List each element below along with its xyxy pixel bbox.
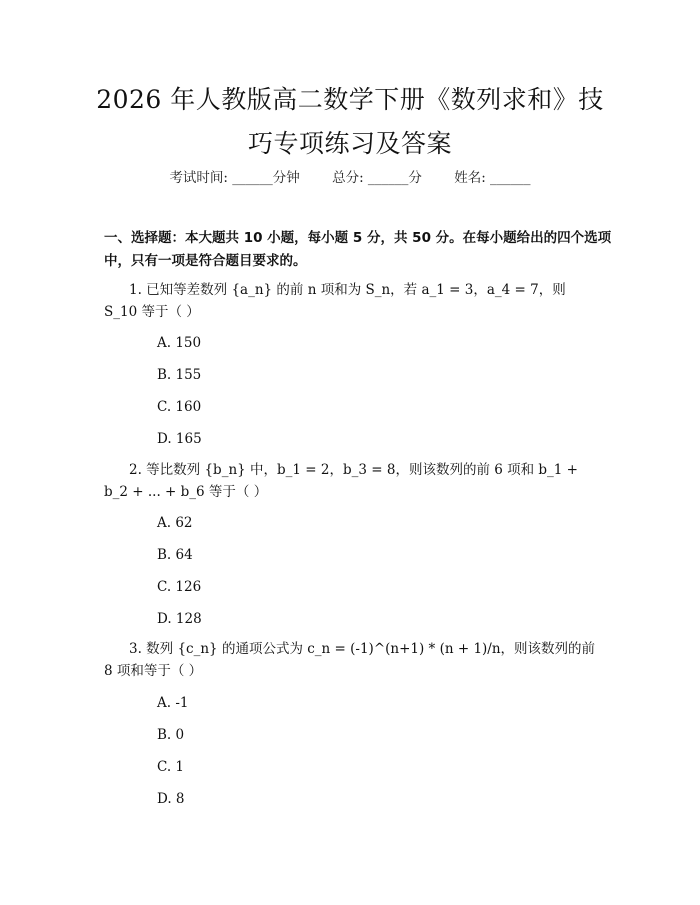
question-3-option-b: B. 0	[157, 727, 185, 743]
question-3-stem: 3. 数列 {c_n} 的通项公式为 c_n = (-1)^(n+1) * (n + 1)/n，则该数列的前 8 项和等于（ ）	[104, 641, 596, 679]
title-line-1: 2026 年人教版高二数学下册《数列求和》技	[96, 85, 604, 114]
question-3-option-c: C. 1	[157, 759, 185, 775]
question-2-stem: 2. 等比数列 {b_n} 中，b_1 = 2，b_3 = 8，则该数列的前 6 项和 b_1 + b_2 + ... + b_6 等于（ ）	[104, 462, 578, 500]
question-2-option-d: D. 128	[157, 611, 202, 627]
total-score-field: 总分: ______分	[332, 170, 422, 186]
section-heading: 一、选择题：本大题共 10 小题，每小题 5 分，共 50 分。在每小题给出的四个选项中，只有一项是符合题目要求的。	[104, 230, 612, 269]
question-1-option-d: D. 165	[157, 431, 202, 447]
question-1-option-a: A. 150	[157, 335, 202, 351]
question-1-option-b: B. 155	[157, 367, 202, 383]
question-3-option-d: D. 8	[157, 791, 185, 807]
question-3-option-a: A. -1	[157, 695, 189, 711]
question-2-option-b: B. 64	[157, 547, 193, 563]
page-title	[60, 78, 640, 166]
exam-time-field: 考试时间: ______分钟	[169, 170, 300, 186]
exam-info-row	[0, 166, 700, 186]
question-2-option-a: A. 62	[157, 515, 193, 531]
question-2-option-c: C. 126	[157, 579, 202, 595]
title-line-2: 巧专项练习及答案	[247, 129, 452, 158]
question-1-stem: 1. 已知等差数列 {a_n} 的前 n 项和为 S_n，若 a_1 = 3，a_4 = 7，则 S_10 等于（ ）	[104, 282, 566, 320]
question-1-option-c: C. 160	[157, 399, 202, 415]
student-name-field: 姓名: ______	[454, 170, 531, 186]
